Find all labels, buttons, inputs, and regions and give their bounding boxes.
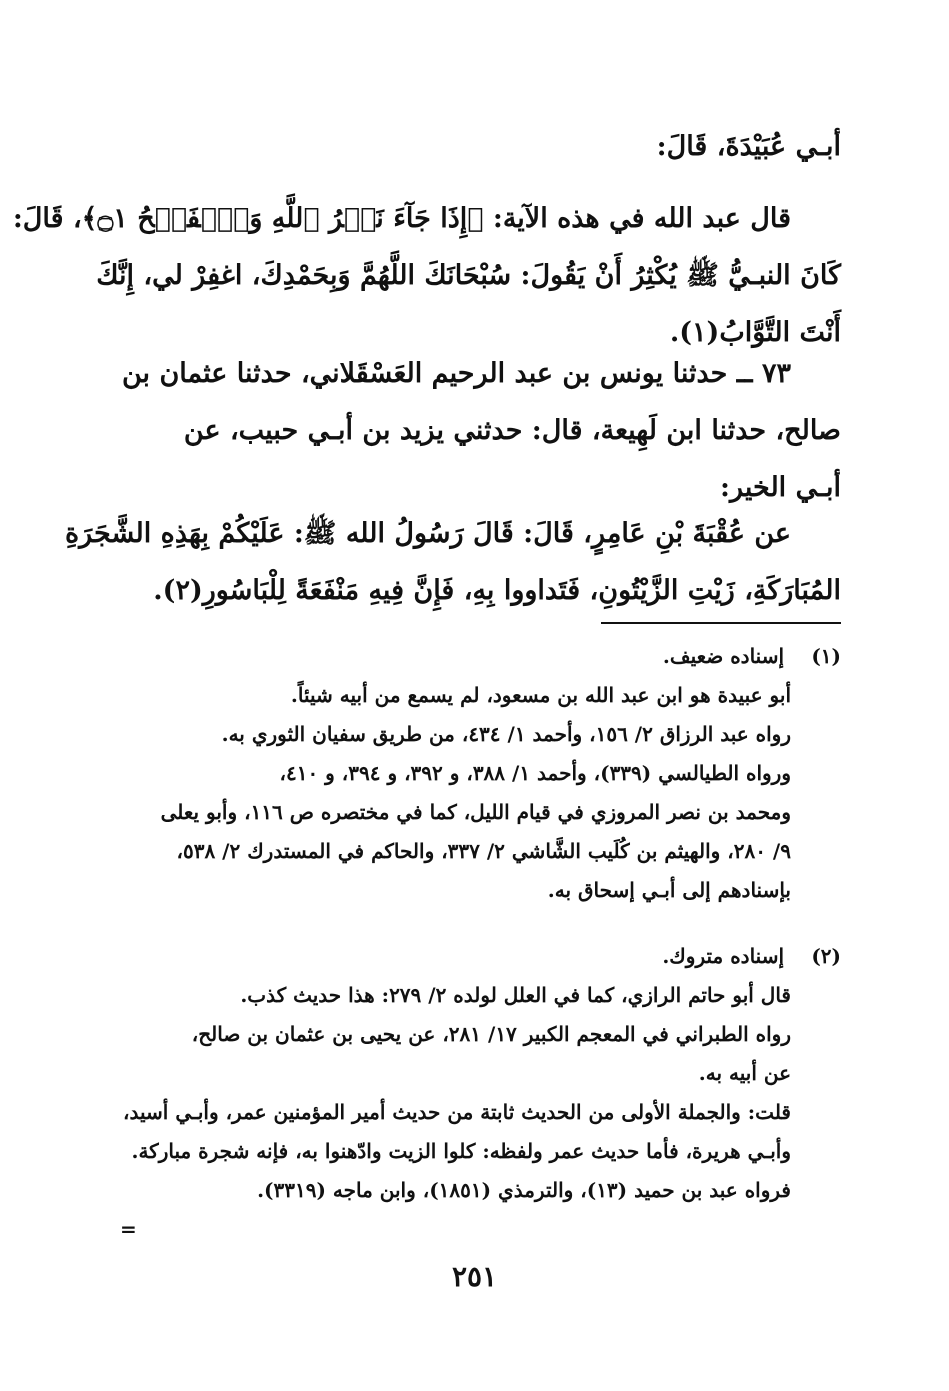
footnote-2 xyxy=(113,937,841,1210)
footnote-line: بإسنادهم إلى أبـي إسحاق به. xyxy=(547,878,791,902)
page-number: ٢٥١ xyxy=(451,1260,498,1293)
text-line: أبـي عُبَيْدَةَ، قَالَ: xyxy=(656,131,841,162)
continuation-mark: = xyxy=(120,1217,137,1241)
footnote-line: ٩/ ٢٨٠، والهيثم بن كُلَيب الشَّاشي ٢/ ٣٣٧، والحاكم في المستدرك ٢/ ٥٣٨، xyxy=(176,839,791,863)
footnote-line: قال أبو حاتم الرازي، كما في العلل لولده ٢/ ٢٧٩: هذا حديث كذب. xyxy=(240,983,791,1007)
text-line: أبـي الخير: xyxy=(720,472,841,503)
footnote-heading xyxy=(113,637,841,676)
footnote-line: ومحمد بن نصر المروزي في قيام الليل، كما في مختصره ص ١١٦، وأبو يعلى xyxy=(160,800,791,824)
footnote-line: ورواه الطيالسي (٣٣٩)، وأحمد ١/ ٣٨٨، و ٣٩٢، و ٣٩٤، و ٤١٠، xyxy=(279,761,791,785)
footnote-line: أبو عبيدة هو ابن عبد الله بن مسعود، لم يسمع من أبيه شيئاً. xyxy=(290,683,791,707)
text-line: المُبَارَكَةِ، زَيْتِ الزَّيْتُونِ، فَتَداووا بِهِ، فَإِنَّ فِيهِ مَنْفَعَةً لِلْبَاسُورِ(٢). xyxy=(153,575,841,606)
text-line: كَانَ النبـيُّ ﷺ يُكْثِرُ أَنْ يَقُولَ: سُبْحَانَكَ اللَّهُمَّ وَبِحَمْدِكَ، اغفِرْ لي، إِنَّكَ xyxy=(96,260,841,291)
footnote-line: فرواه عبد بن حميد (١٣)، والترمذي (١٨٥١)، وابن ماجه (٣٣١٩). xyxy=(257,1178,791,1202)
footnote-body xyxy=(113,976,841,1210)
footnote-heading xyxy=(113,937,841,976)
footnote-separator xyxy=(601,622,841,624)
hadith-72-text xyxy=(12,190,841,361)
hadith-73-text xyxy=(65,505,841,619)
footnote-number: (٢) xyxy=(811,944,841,968)
text-line: صالح، حدثنا ابن لَهِيعة، قال: حدثني يزيد بن أبـي حبيب، عن xyxy=(183,415,841,446)
intro-paragraph xyxy=(113,118,841,175)
footnote-line: رواه عبد الرزاق ٢/ ١٥٦، وأحمد ١/ ٤٣٤، من طريق سفيان الثوري به. xyxy=(221,722,791,746)
hadith-73-isnad xyxy=(113,345,841,516)
text-line: عن عُقْبَةَ بْنِ عَامِرٍ، قَالَ: قَالَ رَسُولُ الله ﷺ: عَلَيْكُمْ بِهَذِهِ الشَّجَرَةِ xyxy=(65,518,791,549)
footnote-line: قلت: والجملة الأولى من الحديث ثابتة من حديث أمير المؤمنين عمر، وأبـي أسيد، xyxy=(123,1100,791,1124)
footnote-line: عن أبيه به. xyxy=(698,1061,791,1085)
footnote-body xyxy=(113,676,841,910)
text-line: قال عبد الله في هذه الآية: ﴿إِذَا جَآءَ نَصۡرُ ٱللَّهِ وَٱلۡفَتۡحُ ۝١﴾، قَالَ: xyxy=(12,203,791,234)
footnote-line: وأبـي هريرة، فأما حديث عمر ولفظه: كلوا الزيت وادّهنوا به، فإنه شجرة مباركة. xyxy=(131,1139,791,1163)
footnote-line: رواه الطبراني في المعجم الكبير ١٧/ ٢٨١، عن يحيى بن عثمان بن صالح، xyxy=(191,1022,791,1046)
footnote-number: (١) xyxy=(811,644,841,668)
footnote-1 xyxy=(113,637,841,910)
footnote-title: إسناده متروك. xyxy=(662,944,785,968)
text-line: أَنْتَ التَّوَّابُ(١). xyxy=(669,317,841,348)
text-line: ٧٣ ــ حدثنا يونس بن عبد الرحيم العَسْقَلاني، حدثنا عثمان بن xyxy=(122,358,791,389)
footnote-title: إسناده ضعيف. xyxy=(662,644,785,668)
